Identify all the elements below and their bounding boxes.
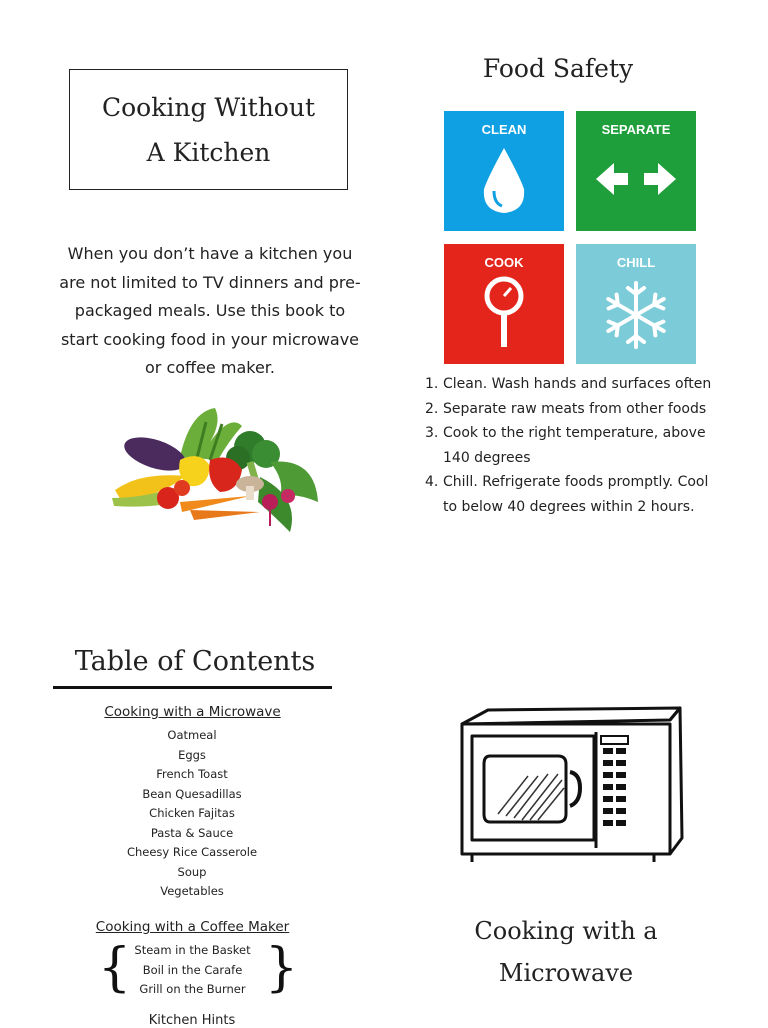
snowflake-icon bbox=[576, 244, 696, 364]
chill-tile bbox=[576, 244, 696, 364]
water-drop-icon bbox=[444, 111, 564, 231]
toc-coffee-heading: Cooking with a Coffee Maker bbox=[95, 919, 290, 935]
chill-label: CHILL bbox=[616, 255, 656, 270]
clean-label: CLEAN bbox=[481, 122, 527, 137]
intro-paragraph: When you don’t have a kitchen you are not limited to TV dinners and pre-packaged meals. Use this book to start cooking food in your microwave or coffee maker. bbox=[59, 244, 361, 377]
toc-microwave-list bbox=[92, 726, 292, 902]
separate-label: SEPARATE bbox=[601, 122, 671, 137]
clean-tile bbox=[444, 111, 564, 231]
toc-item: Bean Quesadillas bbox=[142, 786, 242, 801]
step-item: 4. Chill. Refrigerate foods promptly. Cool to below 40 degrees within 2 hours. bbox=[425, 474, 709, 515]
toc-coffee-list bbox=[120, 941, 265, 1000]
double-arrow-icon bbox=[576, 111, 696, 231]
toc-item: Vegetables bbox=[160, 884, 224, 898]
toc-item: Steam in the Basket bbox=[134, 943, 251, 957]
cook-label: COOK bbox=[484, 255, 524, 270]
cover-title-line-2: A Kitchen bbox=[146, 137, 271, 167]
toc-item: Boil in the Carafe bbox=[142, 962, 243, 977]
toc-item: Chicken Fajitas bbox=[149, 806, 235, 820]
microwave-caption-line-1: Cooking with a bbox=[474, 917, 658, 945]
food-safety-title: Food Safety bbox=[482, 54, 634, 83]
toc-item: French Toast bbox=[156, 767, 228, 781]
step-item: 3. Cook to the right temperature, above 140 degrees bbox=[425, 425, 706, 466]
toc-item: Pasta & Sauce bbox=[150, 825, 234, 840]
step-item: 2. Separate raw meats from other foods bbox=[425, 400, 707, 417]
microwave-caption bbox=[440, 910, 692, 994]
microwave-illustration bbox=[458, 702, 686, 866]
step-item: 1. Clean. Wash hands and surfaces often bbox=[425, 376, 712, 392]
separate-tile bbox=[576, 111, 696, 231]
right-brace: } bbox=[265, 938, 299, 998]
food-safety-steps bbox=[425, 372, 745, 519]
toc-item: Cheesy Rice Casserole bbox=[126, 845, 258, 859]
left-brace: { bbox=[98, 938, 132, 998]
cover-title-line-1: Cooking Without bbox=[101, 92, 316, 122]
toc-item: Soup bbox=[177, 864, 207, 879]
cover-title-box bbox=[69, 69, 348, 190]
vegetables-illustration bbox=[110, 402, 325, 537]
cook-tile bbox=[444, 244, 564, 364]
thermometer-icon bbox=[444, 244, 564, 364]
toc-hints-heading: Kitchen Hints bbox=[148, 1013, 236, 1028]
toc-item: Grill on the Burner bbox=[139, 982, 246, 996]
toc-divider bbox=[53, 686, 332, 689]
microwave-caption-line-2: Microwave bbox=[498, 959, 634, 987]
toc-microwave-heading: Cooking with a Microwave bbox=[104, 704, 281, 720]
toc-item: Eggs bbox=[178, 747, 206, 762]
toc-item: Oatmeal bbox=[167, 728, 217, 742]
toc-title: Table of Contents bbox=[74, 646, 316, 677]
